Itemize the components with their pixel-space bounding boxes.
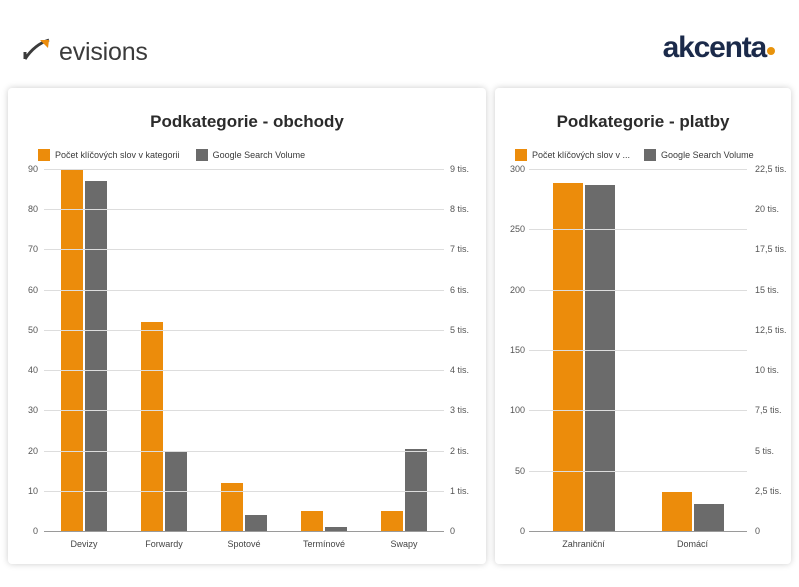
left-axis-tick-label: 250: [509, 224, 525, 235]
chart-panel-platby: [495, 88, 791, 564]
right-axis-tick-label: 7,5 tis.: [755, 405, 782, 416]
legend-item-keywords[interactable]: [515, 149, 630, 161]
left-axis-tick-label: 40: [27, 365, 38, 376]
gridline: [44, 249, 444, 250]
right-axis-tick-label: 20 tis.: [755, 204, 780, 215]
bar-series-group-obchody: [44, 169, 444, 531]
right-axis-tick-label: 2 tis.: [450, 445, 470, 456]
gridline: [529, 229, 747, 230]
right-axis-tick-label: 22,5 tis.: [755, 164, 787, 174]
left-axis-tick-label: 50: [27, 324, 38, 335]
bar-keywords[interactable]: [553, 183, 583, 531]
right-axis-tick-label: 3 tis.: [450, 405, 470, 416]
left-axis-tick-label: 300: [509, 164, 525, 174]
evisions-logo: [22, 36, 148, 69]
arrow-logo-icon: [22, 36, 52, 69]
bar-search-volume[interactable]: [694, 504, 724, 531]
legend-swatch-keywords: [515, 149, 527, 161]
right-axis-tick-label: 10 tis.: [755, 365, 780, 376]
bar-group: [284, 169, 364, 531]
right-axis-tick-label: 12,5 tis.: [755, 324, 787, 335]
category-label: Termínové: [302, 539, 346, 549]
plot-area-platby: [495, 164, 791, 549]
gridline: [44, 491, 444, 492]
gridline: [529, 290, 747, 291]
gridline: [44, 410, 444, 411]
left-axis-tick-label: 20: [27, 445, 38, 456]
chart-title-platby: Podkategorie - platby: [556, 112, 730, 131]
right-axis-tick-label: 15 tis.: [755, 284, 780, 295]
akcenta-logo-dot-icon: [767, 47, 775, 55]
gridline: [44, 209, 444, 210]
legend-item-search-volume[interactable]: [196, 149, 306, 161]
slide-header: [0, 0, 799, 88]
bar-keywords[interactable]: [662, 492, 692, 531]
right-value-axis-platby: [751, 164, 791, 536]
gridlines-obchody: [44, 169, 444, 531]
right-axis-tick-label: 5 tis.: [450, 324, 470, 335]
left-value-axis-platby: [495, 164, 529, 536]
left-axis-tick-label: 150: [509, 345, 525, 355]
right-axis-tick-label: 6 tis.: [450, 284, 470, 295]
left-axis-tick-label: 30: [27, 405, 38, 416]
right-axis-tick-label: 9 tis.: [450, 164, 470, 174]
legend-item-keywords[interactable]: [38, 149, 180, 161]
bar-group: [124, 169, 204, 531]
bar-search-volume[interactable]: [405, 449, 427, 531]
akcenta-logo: [663, 31, 775, 65]
right-value-axis-obchody: [446, 164, 486, 536]
legend-swatch-search-volume: [644, 149, 656, 161]
left-axis-tick-label: 70: [27, 244, 38, 255]
left-axis-tick-label: 60: [27, 284, 38, 295]
right-axis-tick-label: 0: [755, 526, 761, 536]
bar-search-volume[interactable]: [85, 181, 107, 531]
category-label: Swapy: [390, 539, 418, 549]
evisions-logo-text: evisions: [59, 38, 148, 66]
category-label: Zahraniční: [562, 539, 605, 549]
bar-keywords[interactable]: [61, 169, 83, 531]
category-label: Spotové: [227, 539, 261, 549]
left-axis-tick-label: 100: [509, 405, 525, 416]
gridline: [529, 169, 747, 170]
category-label: Forwardy: [145, 539, 183, 549]
right-axis-tick-label: 5 tis.: [755, 445, 775, 456]
gridline: [44, 169, 444, 170]
legend-label-keywords: Počet klíčových slov v ...: [532, 150, 631, 160]
chart-legend-obchody: [8, 149, 486, 161]
category-label: Domácí: [676, 539, 708, 549]
bar-search-volume[interactable]: [585, 185, 615, 531]
right-axis-tick-label: 8 tis.: [450, 204, 470, 215]
gridline: [44, 451, 444, 452]
chart-panel-obchody: [8, 88, 486, 564]
gridline: [44, 330, 444, 331]
right-axis-tick-label: 1 tis.: [450, 485, 470, 496]
gridlines-platby: [529, 169, 747, 531]
category-axis-obchody: [44, 539, 444, 549]
left-axis-tick-label: 80: [27, 204, 38, 215]
gridline: [44, 290, 444, 291]
bar-group: [44, 169, 124, 531]
axis-baseline: [529, 531, 747, 532]
left-axis-tick-label: 0: [519, 526, 525, 536]
bar-keywords[interactable]: [381, 511, 403, 531]
right-axis-tick-label: 2,5 tis.: [755, 485, 782, 496]
gridline: [44, 370, 444, 371]
legend-swatch-search-volume: [196, 149, 208, 161]
legend-label-keywords: Počet klíčových slov v kategorii: [55, 150, 180, 160]
bar-search-volume[interactable]: [245, 515, 267, 531]
akcenta-logo-text: akcenta: [662, 31, 766, 64]
bar-keywords[interactable]: [141, 322, 163, 531]
bar-group: [364, 169, 444, 531]
right-axis-tick-label: 0: [450, 526, 456, 536]
legend-label-search-volume: Google Search Volume: [212, 150, 306, 160]
category-label: Devizy: [70, 539, 98, 549]
left-axis-tick-label: 0: [32, 526, 38, 536]
right-axis-tick-label: 4 tis.: [450, 365, 470, 376]
left-axis-tick-label: 90: [27, 164, 38, 174]
category-axis-platby: [529, 539, 747, 549]
bar-keywords[interactable]: [301, 511, 323, 531]
gridline: [529, 471, 747, 472]
gridline: [529, 410, 747, 411]
left-axis-tick-label: 10: [27, 485, 38, 496]
axis-baseline: [44, 531, 444, 532]
plot-area-obchody: [8, 164, 486, 549]
right-axis-tick-label: 7 tis.: [450, 244, 470, 255]
chart-title-obchody: Podkategorie - obchody: [150, 112, 344, 131]
gridline: [529, 350, 747, 351]
left-axis-tick-label: 50: [514, 465, 525, 476]
bar-group: [204, 169, 284, 531]
legend-label-search-volume: Google Search Volume: [661, 150, 754, 160]
chart-legend-platby: [495, 149, 791, 161]
left-value-axis-obchody: [8, 164, 42, 536]
right-axis-tick-label: 17,5 tis.: [755, 244, 787, 255]
legend-item-search-volume[interactable]: [644, 149, 754, 161]
legend-swatch-keywords: [38, 149, 50, 161]
left-axis-tick-label: 200: [509, 284, 525, 295]
